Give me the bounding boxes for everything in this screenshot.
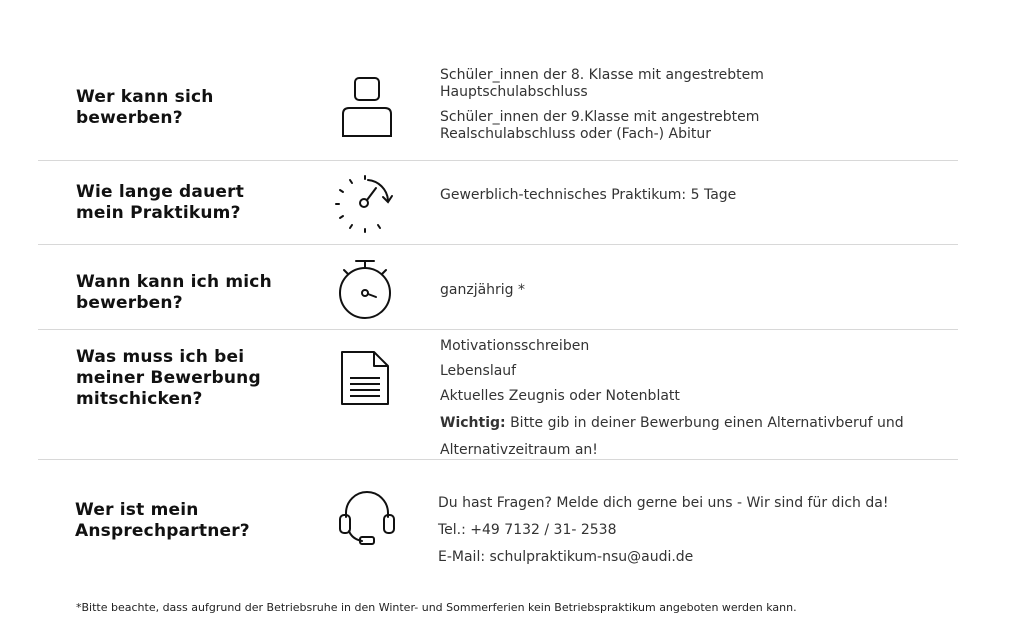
divider — [38, 329, 958, 330]
answer-documents: Motivationsschreiben Lebenslauf Aktuelles Zeugnis oder Notenblatt Wichtig: Bitte gib in deiner Bewerbung einen Alternativberuf und Alternativzeitraum an! — [440, 338, 904, 458]
question-who-can-apply: Wer kann sich bewerben? — [76, 87, 214, 128]
stopwatch-icon — [332, 257, 398, 323]
footnote: *Bitte beachte, dass aufgrund der Betriebsruhe in den Winter- und Sommerferien kein Betriebspraktikum angeboten werden kann. — [76, 601, 797, 614]
answer-duration: Gewerblich-technisches Praktikum: 5 Tage — [440, 187, 737, 203]
question-contact: Wer ist mein Ansprechpartner? — [75, 500, 250, 541]
divider — [38, 459, 958, 460]
important-label: Wichtig: — [440, 415, 506, 431]
answer-contact: Du hast Fragen? Melde dich gerne bei uns - Wir sind für dich da! Tel.: +49 7132 / 31- 2538 E-Mail: schulpraktikum-nsu@audi.de — [438, 490, 888, 571]
person-icon — [335, 74, 401, 140]
question-documents: Was muss ich bei meiner Bewerbung mitschicken? — [76, 347, 261, 409]
headset-icon — [334, 487, 400, 553]
question-when-apply: Wann kann ich mich bewerben? — [76, 272, 272, 313]
divider — [38, 244, 958, 245]
answer-when-apply: ganzjährig * — [440, 282, 526, 298]
email-text: E-Mail: schulpraktikum-nsu@audi.de — [438, 549, 694, 565]
divider — [38, 160, 958, 161]
answer-who-can-apply: Schüler_innen der 8. Klasse mit angestrebtem Hauptschulabschluss Schüler_innen der 9.Klasse mit angestrebtem Realschulabschluss oder (Fach-) Abitur — [440, 67, 764, 142]
question-duration: Wie lange dauert mein Praktikum? — [76, 182, 245, 223]
document-icon — [334, 346, 400, 412]
duration-clock-icon — [332, 170, 398, 236]
